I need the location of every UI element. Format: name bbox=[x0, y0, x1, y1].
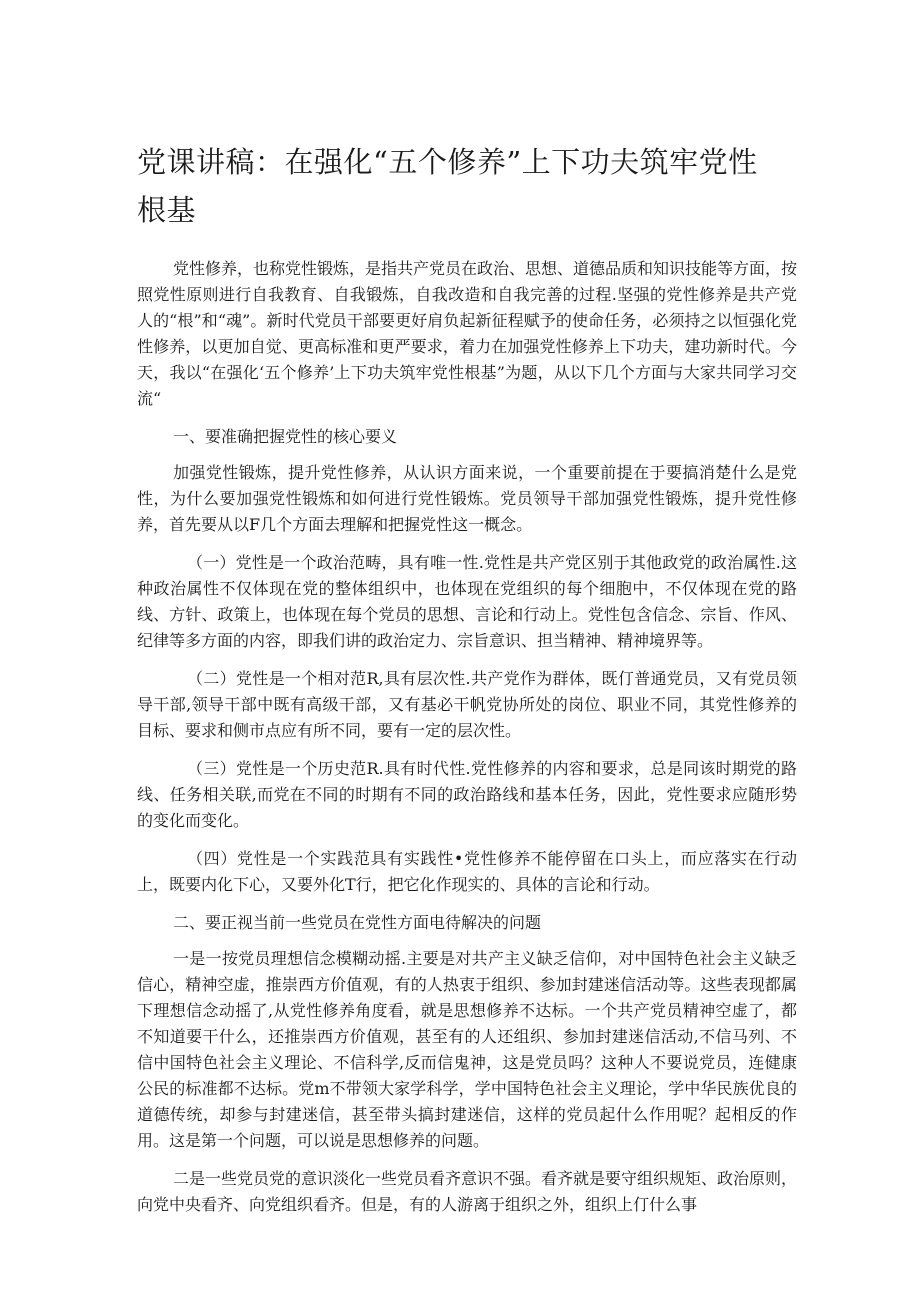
subpoint-paragraph-1: （一）党性是一个政治范畴，具有唯一性.党性是共产党区别于其他政党的政治属性.这种政治属性不仅体现在党的整体组织中，也体现在党组织的每个细胞中，不仅体现在党的路线、方针、政策上，也体现在每个党员的思想、言论和行动上。党性包含信念、宗旨、作风、纪律等多方面的内容，即我们讲的政治定力、宗旨意识、担当精神、精神境界等。 bbox=[137, 553, 797, 650]
section-heading-1: 一、要准确把握党性的核心要义 bbox=[173, 427, 398, 446]
document-page bbox=[137, 138, 797, 1230]
section-heading-2: 二、要正视当前一些党员在党性方面电待解决的问题 bbox=[173, 913, 542, 932]
document-title: 党课讲稿：在强化“五个修养”上下功夫筑牢党性根基 bbox=[137, 145, 758, 227]
intro-paragraph: 党性修养，也称党性锻炼，是指共产党员在政治、思想、道德品质和知识技能等方面，按照党性原则进行自我教育、自我锻炼，自我改造和自我完善的过程.坚强的党性修养是共产党人的“根”和“魂”。新时代党员干部要更好肩负起新征程赋予的使命任务，必须持之以恒强化党性修养，以更加自觉、更高标准和更严要求，着力在加强党性修养上下功夫，建功新时代。今天，我以“在强化‘五个修养’上下功夫筑牢党性根基”为题，从以下几个方面与大家共同学习交流“ bbox=[137, 259, 798, 408]
body-paragraph-problem-1: 一是一按党员理想信念模糊动摇.主要是对共产主义缺乏信仰，对中国特色社会主义缺乏信心，精神空虚，推崇西方价值观，有的人热衷于组织、参加封建迷信活动等。这些表现都属下理想信念动摇了,从党性修养角度看，就是思想修养不达标。一个共产党员精神空虚了，都不知道要干什么，还推崇西方价值观，甚至有的人还组织、参加封建迷信活动,不信马列、不信中国特色社会主义理论、不信科学,反而信鬼神，这是党员吗？这种人不要说党员，连健康公民的标准都不达标。党m不带领大家学科学，学中国特色社会主义理论，学中华民族优良的道德传统，却参与封建迷信，甚至带头搞封建迷信，这样的党员起什么作用呢？起相反的作用。这是第一个问题，可以说是思想修养的问题。 bbox=[137, 949, 797, 1150]
body-paragraph-problem-2: 二是一些党员党的意识淡化一些党员看齐意识不强。看齐就是要守组织规矩、政治原则，向党中央看齐、向党组织看齐。但是，有的人游离于组织之外，组织上仃什么事 bbox=[137, 1169, 798, 1214]
subpoint-paragraph-2: （二）党性是一个相对范R,具有层次性.共产党作为群体，既仃普通党员，又有党员领导干部,领导干部中既有高级干部，又有基必干帆党协所处的岗位、职业不同，其党性修养的目标、要求和侧市点应有所不同，要有一定的层次性。 bbox=[137, 669, 797, 740]
subpoint-paragraph-3: （三）党性是一个历史范R.具有时代性.党性修养的内容和要求，总是同该时期党的路线、任务相关联,而党在不同的时期有不同的政治路线和基本任务，因此，党性要求应随形势的变化而变化。 bbox=[137, 759, 797, 830]
subpoint-paragraph-4: （四）党性是一个实践范具有实践性•党性修养不能停留在口头上，而应落实在行动上，既要内化下心，又要外化T行，把它化作现实的、具体的言论和行动。 bbox=[137, 849, 797, 894]
body-paragraph: 加强党性锻炼，提升党性修养，从认识方面来说，一个重要前提在于要搞消楚什么是党性，为什么要加强党性锻炼和如何进行党性锻炼。党员领导干部加强党性锻炼，提升党性修养，首先要从以F几个方面去理解和把握党性这一概念。 bbox=[137, 463, 797, 534]
